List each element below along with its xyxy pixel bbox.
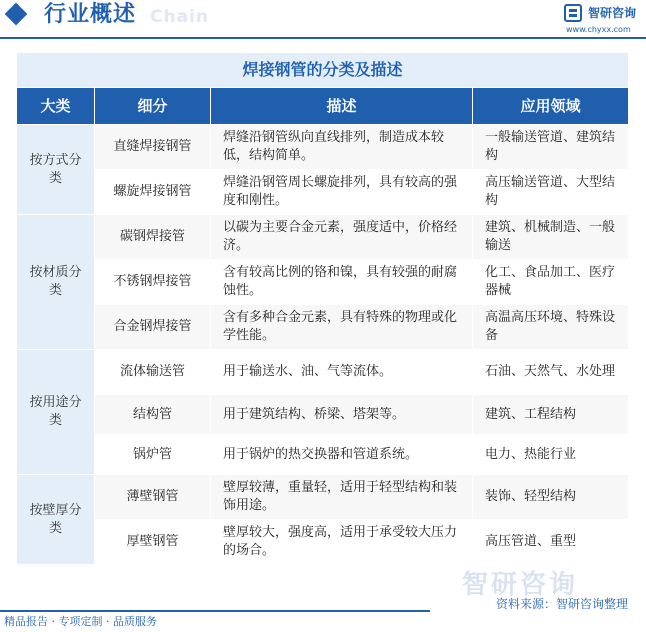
- table-row: [17, 520, 629, 565]
- subtype-cell: 合金钢焊接管: [95, 305, 211, 350]
- description-cell: 焊缝沿钢管周长螺旋排列，具有较高的强度和刚性。: [211, 170, 473, 215]
- subtype-cell: 薄壁钢管: [95, 475, 211, 520]
- category-cell: 按壁厚分类: [17, 475, 95, 565]
- page-header: [0, 0, 646, 40]
- description-cell: 含有较高比例的铬和镍，具有较强的耐腐蚀性。: [211, 260, 473, 305]
- description-cell: 以碳为主要合金元素，强度适中，价格经济。: [211, 215, 473, 260]
- subtype-cell: 碳钢焊接管: [95, 215, 211, 260]
- description-cell: 壁厚较大，强度高，适用于承受较大压力的场合。: [211, 520, 473, 565]
- application-cell: 高压管道、重型: [473, 520, 629, 565]
- table-row: [17, 260, 629, 305]
- column-header-subtype: 细分: [95, 88, 211, 125]
- application-cell: 一般输送管道、建筑结构: [473, 125, 629, 170]
- table-caption: 焊接钢管的分类及描述: [17, 53, 629, 88]
- column-header-application: 应用领域: [473, 88, 629, 125]
- section-title: 行业概述: [44, 2, 137, 27]
- category-cell: 按方式分类: [17, 125, 95, 215]
- application-cell: 高压输送管道、大型结构: [473, 170, 629, 215]
- footer-divider: [0, 610, 430, 612]
- category-cell: 按材质分类: [17, 215, 95, 350]
- table-row: [17, 350, 629, 395]
- column-header-description: 描述: [211, 88, 473, 125]
- application-cell: 化工、食品加工、医疗器械: [473, 260, 629, 305]
- table-row: [17, 475, 629, 520]
- diamond-icon: [5, 3, 28, 26]
- application-cell: 电力、热能行业: [473, 435, 629, 475]
- watermark: 智研咨询: [462, 570, 579, 600]
- column-header-category: 大类: [17, 88, 95, 125]
- table-row: [17, 435, 629, 475]
- subtype-cell: 结构管: [95, 395, 211, 435]
- brand-logo: [566, 3, 642, 37]
- description-cell: 用于输送水、油、气等流体。: [211, 350, 473, 395]
- table-row: [17, 305, 629, 350]
- description-cell: 用于建筑结构、桥梁、塔架等。: [211, 395, 473, 435]
- subtype-cell: 不锈钢焊接管: [95, 260, 211, 305]
- application-cell: 建筑、机械制造、一般输送: [473, 215, 629, 260]
- header-divider: [0, 37, 646, 39]
- application-cell: 石油、天然气、水处理: [473, 350, 629, 395]
- application-cell: 装饰、轻型结构: [473, 475, 629, 520]
- brand-name: 智研咨询: [588, 6, 637, 20]
- subtype-cell: 厚壁钢管: [95, 520, 211, 565]
- table-row: [17, 215, 629, 260]
- description-cell: 含有多种合金元素，具有特殊的物理或化学性能。: [211, 305, 473, 350]
- classification-table: [16, 52, 629, 565]
- brand-url: www.chyxx.com: [566, 25, 631, 34]
- table-row: [17, 125, 629, 170]
- application-cell: 高温高压环境、特殊设备: [473, 305, 629, 350]
- category-cell: 按用途分类: [17, 350, 95, 475]
- brand-mark-icon: [564, 4, 582, 22]
- table-row: [17, 395, 629, 435]
- header-ghost-text: Chain: [150, 7, 209, 27]
- description-cell: 焊缝沿钢管纵向直线排列，制造成本较低，结构简单。: [211, 125, 473, 170]
- source-note: 资料来源：智研咨询整理: [496, 597, 629, 611]
- description-cell: 壁厚较薄，重量轻，适用于轻型结构和装饰用途。: [211, 475, 473, 520]
- subtype-cell: 直缝焊接钢管: [95, 125, 211, 170]
- subtype-cell: 流体输送管: [95, 350, 211, 395]
- table-header-row: [17, 88, 629, 125]
- subtype-cell: 螺旋焊接钢管: [95, 170, 211, 215]
- application-cell: 建筑、工程结构: [473, 395, 629, 435]
- table-row: [17, 170, 629, 215]
- subtype-cell: 锅炉管: [95, 435, 211, 475]
- footer-slogan: 精品报告 · 专项定制 · 品质服务: [4, 615, 157, 628]
- description-cell: 用于锅炉的热交换器和管道系统。: [211, 435, 473, 475]
